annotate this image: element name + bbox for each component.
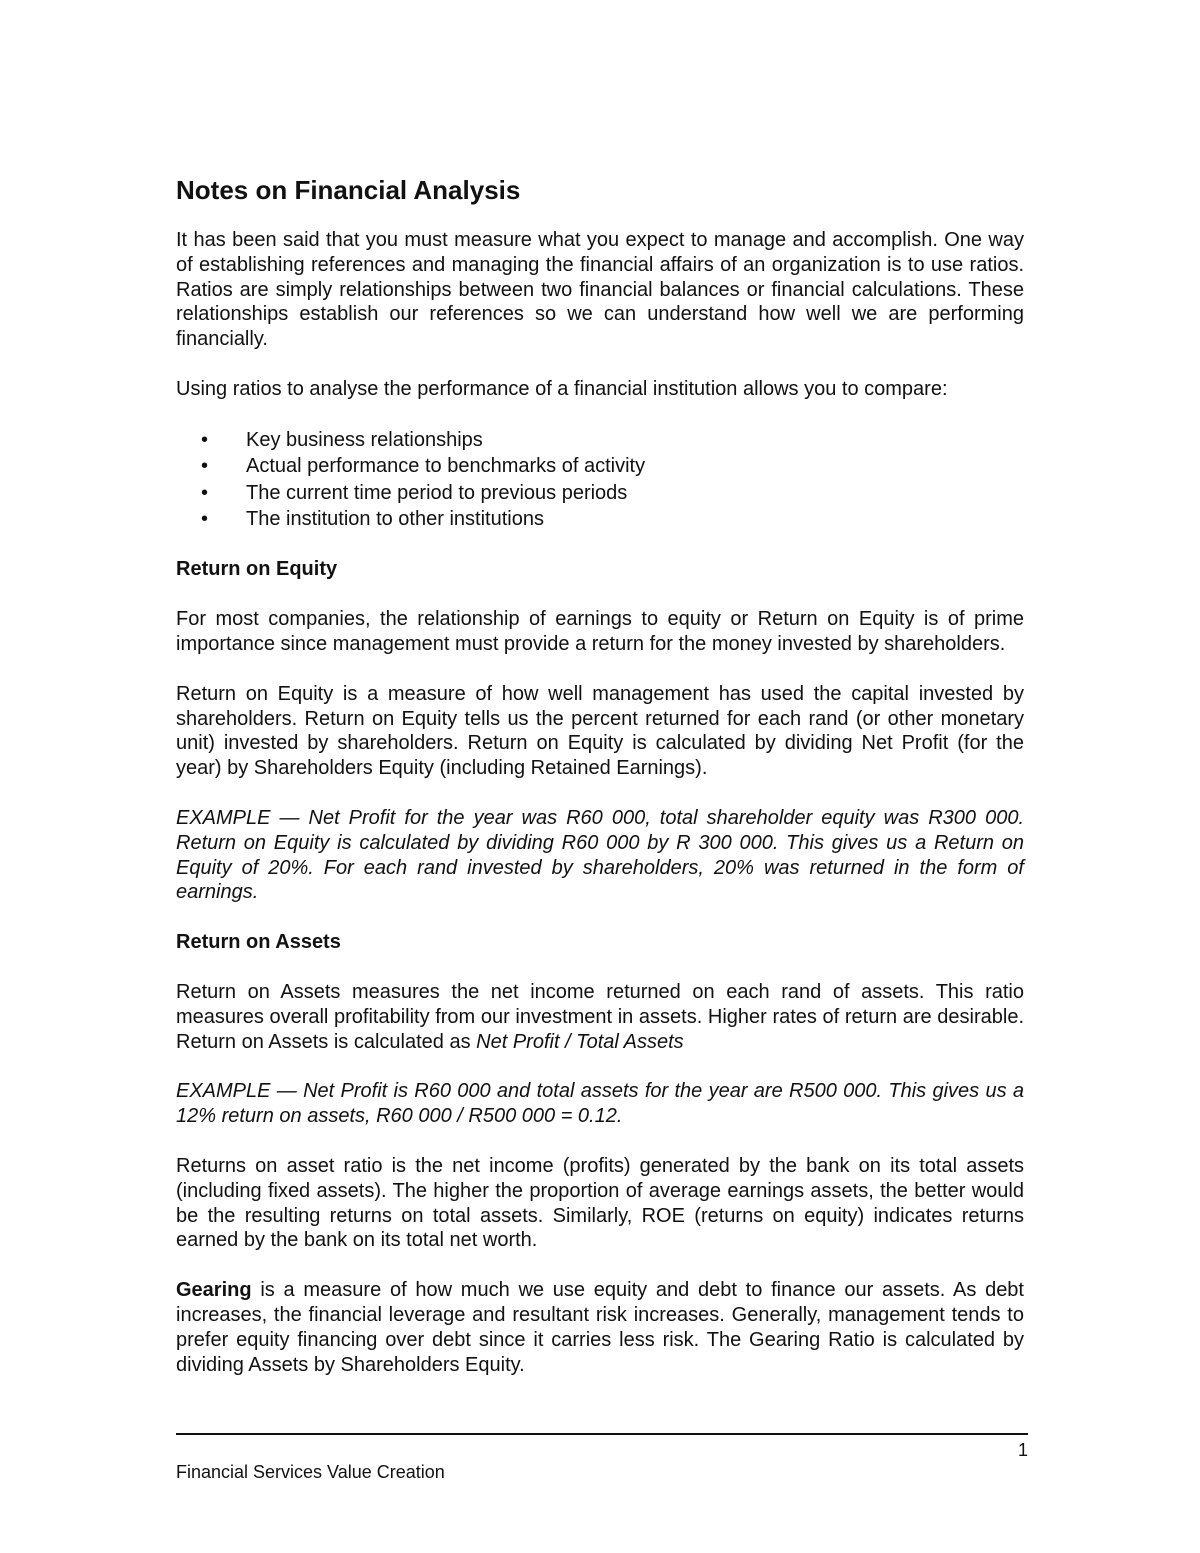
bullet-icon: • [201,481,209,504]
roe-example: EXAMPLE — Net Profit for the year was R60 000, total shareholder equity was R300 000. Return on Equity is calculated by dividing R60 000 by R 300 000. This gives us a Return on Equity of 20%. For each rand invested by shareholders, 20% was returned in the form of earnings. [176,806,1024,904]
roe-heading: Return on Equity [176,558,338,581]
list-item [176,506,1024,532]
roa-paragraph-1 [176,980,1024,1054]
compare-lead-paragraph: Using ratios to analyse the performance of a financial institution allows you to compare: [176,377,948,400]
list-item [176,453,1024,479]
roa-paragraph-1-text: Return on Assets measures the net income returned on each rand of assets. This ratio measures overall profitability from our investment in assets. Higher rates of return are desirable. Return on Assets is calculated as [176,980,1024,1053]
roa-paragraph-2: Returns on asset ratio is the net income (profits) generated by the bank on its total assets (including fixed assets). The higher the proportion of average earnings assets, the better would be the resulting returns on total assets. Similarly, ROE (returns on equity) indicates returns earned by the bank on its total net worth. [176,1154,1024,1252]
gearing-term: Gearing [176,1279,252,1302]
roa-example: EXAMPLE — Net Profit is R60 000 and total assets for the year are R500 000. This gives us a 12% return on assets, R60 000 / R500 000 = 0.12. [176,1080,1024,1128]
list-item [176,427,1024,453]
list-item [176,480,1024,506]
roa-heading: Return on Assets [176,931,341,954]
list-item-text: Actual performance to benchmarks of activity [246,455,646,478]
intro-paragraph: It has been said that you must measure what you expect to manage and accomplish. One way of establishing references and managing the financial affairs of an organization is to use ratios. Ratios are simply relationships between two financial balances or financial calculations. These relationships establish our references so we can understand how well we are performing financially. [176,229,1024,351]
roe-paragraph-2: Return on Equity is a measure of how well management has used the capital invested by shareholders. Return on Equity tells us the percent returned for each rand (or other monetary unit) invested by shareholders. Return on Equity is calculated by dividing Net Profit (for the year) by Shareholders Equity (including Retained Earnings). [176,682,1024,780]
footer-divider [176,1433,1028,1435]
bullet-icon: • [201,428,209,451]
gearing-paragraph [176,1278,1024,1377]
page-number: 1 [1017,1440,1028,1460]
document-body [176,228,1024,1402]
comparison-list [176,427,1024,533]
footer-text: Financial Services Value Creation [176,1462,445,1482]
roe-paragraph-1: For most companies, the relationship of earnings to equity or Return on Equity is of prime importance since management must provide a return for the money invested by shareholders. [176,608,1024,655]
list-item-text: The current time period to previous periods [246,481,628,504]
bullet-icon: • [201,508,209,530]
gearing-text: is a measure of how much we use equity and debt to finance our assets. As debt increases, the financial leverage and resultant risk increases. Generally, management tends to prefer equity financing over debt since it carries less risk. The Gearing Ratio is calculated by dividing Assets by Shareholders Equity. [176,1279,1024,1376]
list-item-text: Key business relationships [246,428,483,451]
page-title: Notes on Financial Analysis [176,175,521,205]
roa-formula: Net Profit / Total Assets [476,1030,684,1053]
list-item-text: The institution to other institutions [246,508,544,530]
bullet-icon: • [201,455,209,478]
